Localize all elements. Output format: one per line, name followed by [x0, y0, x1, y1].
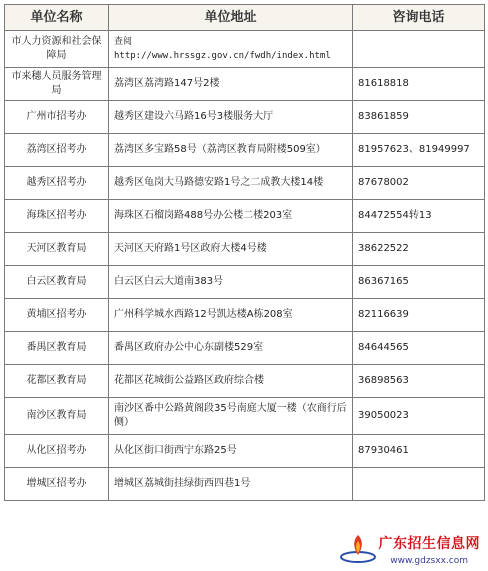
- unit-name-cell: 广州市招考办: [5, 101, 109, 134]
- address-cell: 广州科学城水西路12号凯达楼A栋208室: [109, 299, 353, 332]
- unit-name-cell: 花都区教育局: [5, 365, 109, 398]
- table-row: [5, 299, 485, 332]
- address-cell: 越秀区建设六马路16号3楼服务大厅: [109, 101, 353, 134]
- phone-cell: 36898563: [353, 365, 485, 398]
- unit-name-cell: 南沙区教育局: [5, 398, 109, 435]
- phone-cell: 81957623、81949997: [353, 134, 485, 167]
- address-cell: 增城区荔城街挂绿街西四巷1号: [109, 468, 353, 501]
- unit-name-cell: 从化区招考办: [5, 435, 109, 468]
- phone-cell: 87678002: [353, 167, 485, 200]
- table-row: [5, 167, 485, 200]
- phone-cell: 81618818: [353, 68, 485, 101]
- watermark: [334, 527, 484, 569]
- table-row: [5, 365, 485, 398]
- address-cell: 番禺区政府办公中心东副楼529室: [109, 332, 353, 365]
- phone-cell: 38622522: [353, 233, 485, 266]
- table-row: [5, 200, 485, 233]
- address-cell: 海珠区石榴岗路488号办公楼二楼203室: [109, 200, 353, 233]
- phone-cell: [353, 31, 485, 68]
- table-row: [5, 101, 485, 134]
- table-row: [5, 68, 485, 101]
- phone-cell: 84472554转13: [353, 200, 485, 233]
- phone-cell: 87930461: [353, 435, 485, 468]
- unit-name-cell: 海珠区招考办: [5, 200, 109, 233]
- address-cell: 荔湾区多宝路58号（荔湾区教育局附楼509室）: [109, 134, 353, 167]
- address-cell: 从化区街口街西宁东路25号: [109, 435, 353, 468]
- table-row: [5, 435, 485, 468]
- unit-name-cell: 黄埔区招考办: [5, 299, 109, 332]
- address-cell: 花都区花城街公益路区政府综合楼: [109, 365, 353, 398]
- table-row: [5, 468, 485, 501]
- phone-cell: 83861859: [353, 101, 485, 134]
- phone-cell: [353, 468, 485, 501]
- header-unit-name: 单位名称: [5, 5, 109, 31]
- address-cell: 南沙区番中公路黄阁段35号南庭大厦一楼（农商行后侧）: [109, 398, 353, 435]
- contact-table: [4, 4, 485, 501]
- table-row: [5, 233, 485, 266]
- unit-name-cell: 市人力资源和社会保障局: [5, 31, 109, 68]
- address-cell: 越秀区龟岗大马路德安路1号之二成教大楼14楼: [109, 167, 353, 200]
- torch-logo-icon: [338, 529, 378, 563]
- address-cell: 白云区白云大道南383号: [109, 266, 353, 299]
- unit-name-cell: 天河区教育局: [5, 233, 109, 266]
- phone-cell: 82116639: [353, 299, 485, 332]
- unit-name-cell: 白云区教育局: [5, 266, 109, 299]
- unit-name-cell: 番禺区教育局: [5, 332, 109, 365]
- table-row: [5, 31, 485, 68]
- table-row: [5, 332, 485, 365]
- unit-name-cell: 增城区招考办: [5, 468, 109, 501]
- table-row: [5, 134, 485, 167]
- table-row: [5, 266, 485, 299]
- unit-name-cell: 荔湾区招考办: [5, 134, 109, 167]
- watermark-url: www.gdzsxx.com: [390, 556, 468, 566]
- unit-name-cell: 市来穗人员服务管理局: [5, 68, 109, 101]
- phone-cell: 39050023: [353, 398, 485, 435]
- table-header-row: [5, 5, 485, 31]
- address-cell: 查阅http://www.hrssgz.gov.cn/fwdh/index.html: [109, 31, 353, 68]
- unit-name-cell: 越秀区招考办: [5, 167, 109, 200]
- phone-cell: 84644565: [353, 332, 485, 365]
- header-unit-address: 单位地址: [109, 5, 353, 31]
- phone-cell: 86367165: [353, 266, 485, 299]
- table-row: [5, 398, 485, 435]
- address-cell: 天河区天府路1号区政府大楼4号楼: [109, 233, 353, 266]
- watermark-site-name: 广东招生信息网: [378, 536, 480, 552]
- header-phone: 咨询电话: [353, 5, 485, 31]
- address-cell: 荔湾区荔湾路147号2楼: [109, 68, 353, 101]
